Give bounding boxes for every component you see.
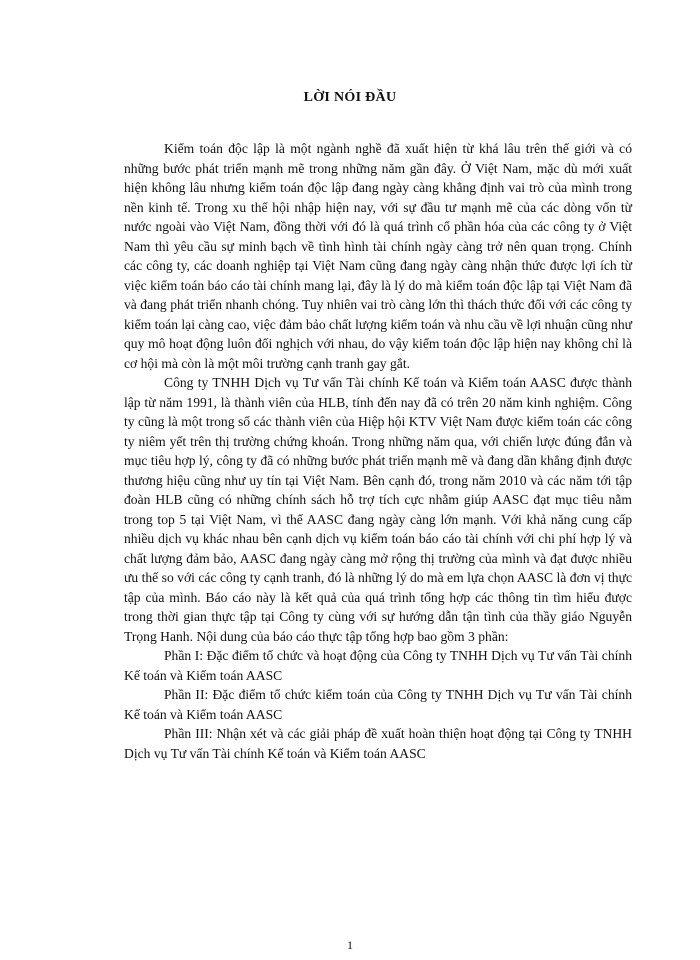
- paragraph-company: Công ty TNHH Dịch vụ Tư vấn Tài chính Kế toán và Kiểm toán AASC được thành lập từ năm 1991, là thành viên của HLB, tính đến nay đã có trên 20 năm kinh nghiệm. Công ty cũng là một trong số các thành viên của Hiệp hội KTV Việt Nam được kiểm toán các công ty niêm yết trên thị trường chứng khoán. Trong những năm qua, với chiến lược đúng đắn và mục tiêu hợp lý, công ty đã có những bước phát triển mạnh mẽ và đang dần khẳng định được thương hiệu cũng như uy tín tại Việt Nam. Bên cạnh đó, trong năm 2010 và các năm tới tập đoàn HLB cũng có những chính sách hỗ trợ tích cực nhằm giúp AASC đạt mục tiêu nằm trong top 5 tại Việt Nam, vì thế AASC đang ngày càng lớn mạnh. Với khả năng cung cấp nhiều dịch vụ khác nhau bên cạnh dịch vụ kiểm toán báo cáo tài chính với chi phí hợp lý và chất lượng đảm bảo, AASC đang ngày càng mở rộng thị trường của mình và đạt được nhiều ưu thế so với các công ty cạnh tranh, đó là những lý do mà em lựa chọn AASC là đơn vị thực tập của mình. Báo cáo này là kết quả của quá trình tổng hợp các thông tin tìm hiểu được trong thời gian thực tập tại Công ty cùng với sự hướng dẫn tận tình của thầy giáo Nguyễn Trọng Hanh. Nội dung của báo cáo thực tập tổng hợp bao gồm 3 phần:: [124, 375, 632, 644]
- paragraph-part-1: Phần I: Đặc điểm tổ chức và hoạt động của Công ty TNHH Dịch vụ Tư vấn Tài chính Kế toán và Kiểm toán AASC: [124, 648, 632, 683]
- page-title: LỜI NÓI ĐẦU: [303, 90, 397, 105]
- paragraph-part-2: Phần II: Đặc điểm tổ chức kiểm toán của Công ty TNHH Dịch vụ Tư vấn Tài chính Kế toán và Kiểm toán AASC: [124, 687, 632, 722]
- paragraph-part-3: Phần III: Nhận xét và các giải pháp đề xuất hoàn thiện hoạt động tại Công ty TNHH Dịch vụ Tư vấn Tài chính Kế toán và Kiểm toán AASC: [124, 726, 632, 761]
- paragraph-intro: Kiểm toán độc lập là một ngành nghề đã xuất hiện từ khá lâu trên thế giới và có những bước phát triển mạnh mẽ trong những năm gần đây. Ở Việt Nam, mặc dù mới xuất hiện không lâu nhưng kiểm toán độc lập đang ngày càng khẳng định vai trò của mình trong nền kinh tế. Trong xu thế hội nhập hiện nay, với sự đầu tư mạnh mẽ của các dòng vốn từ nước ngoài vào Việt Nam, đồng thời với đó là quá trình cổ phần hóa của các công ty ở Việt Nam thì yêu cầu sự minh bạch về tình hình tài chính ngày càng trở nên quan trọng. Chính các công ty, các doanh nghiệp tại Việt Nam cũng đang ngày càng nhận thức được lợi ích từ việc kiểm toán báo cáo tài chính mang lại, đây là lý do mà kiểm toán độc lập tại Việt Nam đã và đang phát triển nhanh chóng. Tuy nhiên vai trò càng lớn thì thách thức đối với các công ty kiểm toán lại càng cao, việc đảm bảo chất lượng kiểm toán và nhu cầu về lợi nhuận cũng như quy mô hoạt động luôn đối nghịch với nhau, do vậy kiểm toán độc lập hiện nay không chỉ là cơ hội mà còn là một môi trường cạnh tranh gay gắt.: [124, 141, 632, 371]
- page-number: 1: [347, 938, 353, 952]
- document-body: [124, 139, 632, 763]
